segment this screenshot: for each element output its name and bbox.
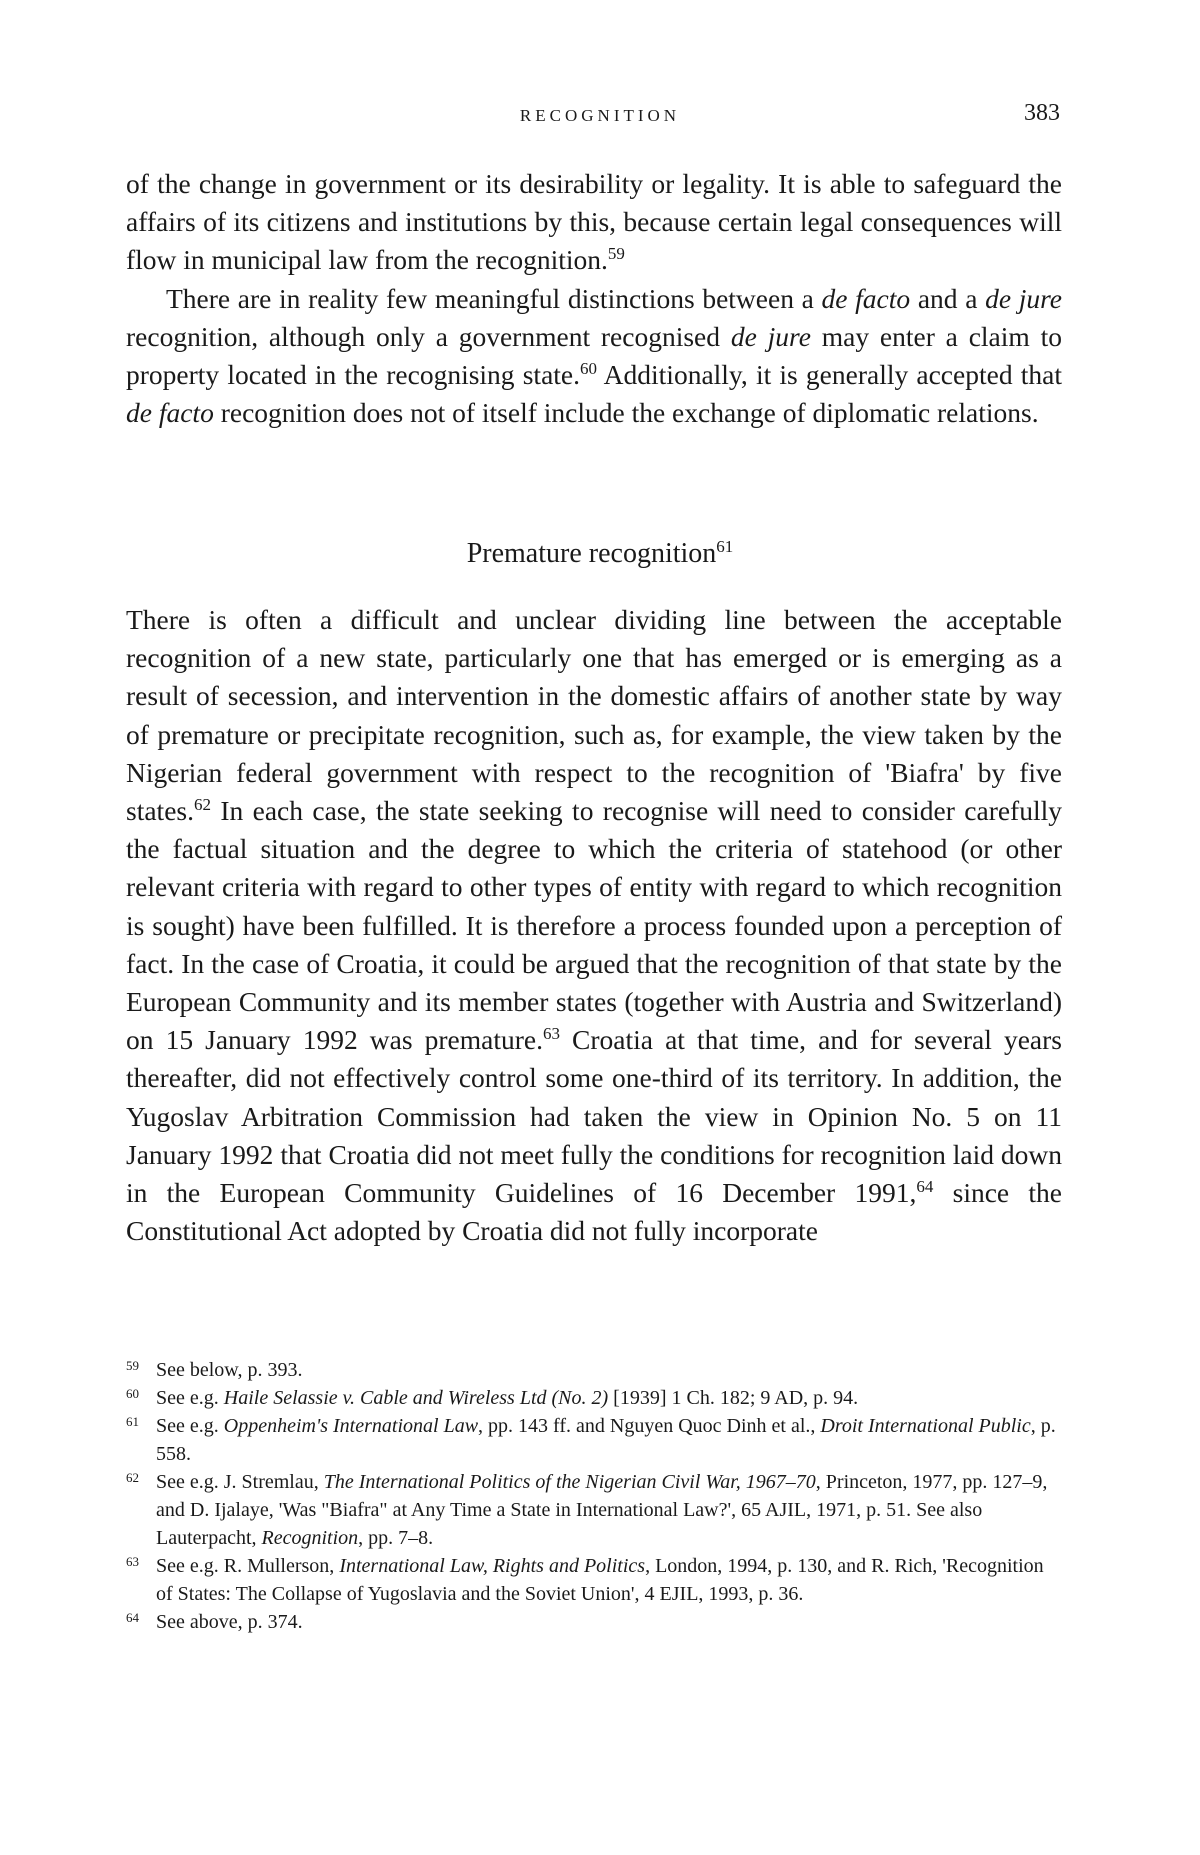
footnote-text: , London, 1994, p. 130, and R. Rich, 'Recognition of States: The Collapse of Yugoslavia and the Soviet Union', 4 EJIL, 1993, p. 36. (156, 1555, 1044, 1605)
italic-term: de jure (730, 320, 811, 352)
italic-term: de facto (821, 282, 911, 314)
footnote-ref-64[interactable]: 64 (916, 1177, 934, 1197)
footnote-ref-61[interactable]: 61 (716, 537, 734, 556)
paragraph-continued (126, 165, 1062, 280)
footnote-text: See e.g. R. Mullerson, (156, 1555, 340, 1577)
italic-term: de facto (126, 397, 214, 429)
page-number: 383 (1024, 100, 1060, 126)
footnote-number: 60 (126, 1386, 139, 1401)
footnote-ref-63[interactable]: 63 (542, 1024, 560, 1044)
footnote-ref-60[interactable]: 60 (580, 359, 597, 379)
paragraph-de-facto-de-jure (126, 280, 1062, 433)
footnote-63 (126, 1552, 1062, 1608)
section-heading (0, 538, 1200, 570)
text-run: In each case, the state seeking to recognise will need to consider carefully the factual situation and the degree to which the criteria of statehood (or other relevant criteria with regard to other types of entity with regard to which recognition is sought) have been fulfilled. It is therefore a process founded upon a perception of fact. In the case of Croatia, it could be argued that the recognition of that state by the European Community and its member states (together with Austria and Switzerland) on 15 January 1992 was premature. (126, 795, 1062, 1056)
paragraph-premature-recognition (126, 601, 1062, 1250)
footnote-59 (126, 1356, 1062, 1384)
footnote-text: See e.g. J. Stremlau, (156, 1471, 324, 1493)
footnote-text: See e.g. (156, 1387, 224, 1409)
heading-text: Premature recognition (466, 538, 717, 569)
work-title: Droit International Public (820, 1415, 1031, 1437)
footnote-text: See below, p. 393. (156, 1359, 303, 1381)
footnote-ref-59[interactable]: 59 (607, 244, 625, 264)
work-title: Recognition (261, 1527, 359, 1549)
footnote-number: 63 (126, 1554, 139, 1569)
running-title: RECOGNITION (519, 106, 681, 125)
footnote-64 (126, 1608, 1062, 1636)
footnote-number: 61 (126, 1414, 139, 1429)
text-run: since the Constitutional Act adopted by Croatia did not fully incorporate (126, 1177, 1062, 1247)
footnote-62 (126, 1468, 1062, 1552)
footnotes (126, 1356, 1062, 1636)
italic-term: de jure (985, 282, 1063, 314)
footnote-number: 59 (126, 1358, 139, 1373)
work-title: International Law, Rights and Politics (339, 1555, 646, 1577)
text-run: recognition, although only a government recognised (126, 320, 731, 352)
footnote-text: See e.g. (156, 1415, 224, 1437)
text-run: Croatia at that time, and for several years thereafter, did not effectively control some one-third of its territory. In addition, the Yugoslav Arbitration Commission had taken the view in Opinion No. 5 on 11 January 1992 that Croatia did not meet fully the conditions for recognition laid down in the European Community Guidelines of 16 December 1991, (126, 1024, 1062, 1209)
footnote-number: 62 (126, 1470, 139, 1485)
footnote-text: , p. 558. (156, 1415, 1056, 1465)
footnote-ref-62[interactable]: 62 (193, 795, 211, 815)
case-name: Haile Selassie v. Cable and Wireless Ltd (No. 2) (223, 1387, 609, 1409)
footnote-text: [1939] 1 Ch. 182; 9 AD, p. 94. (608, 1387, 859, 1409)
text-run: Additionally, it is generally accepted that (597, 359, 1062, 391)
footnote-61 (126, 1412, 1062, 1468)
footnote-text: , Princeton, 1977, pp. 127–9, and D. Ijalaye, 'Was "Biafra" at Any Time a State in International Law?', 65 AJIL, 1971, p. 51. See also Lauterpacht, (156, 1471, 1048, 1549)
text-run: recognition does not of itself include the exchange of diplomatic relations. (213, 397, 1039, 429)
footnote-number: 64 (126, 1610, 139, 1625)
footnote-text: , pp. 143 ff. and Nguyen Quoc Dinh et al., (478, 1415, 821, 1437)
body-text-main (126, 601, 1062, 1250)
footnote-text: See above, p. 374. (156, 1611, 303, 1633)
running-head (0, 100, 1200, 130)
text-run: may enter a claim to property located in the recognising state. (126, 320, 1062, 391)
text-run: and a (910, 282, 986, 314)
paragraph-text: of the change in government or its desirability or legality. It is able to safeguard the affairs of its citizens and institutions by this, because certain legal consequences will flow in municipal law from the recognition. (126, 168, 1062, 276)
work-title: The International Politics of the Nigerian Civil War, 1967–70 (323, 1471, 816, 1493)
text-run: There are in reality few meaningful distinctions between a (166, 282, 822, 314)
footnote-60 (126, 1384, 1062, 1412)
footnote-text: , pp. 7–8. (358, 1527, 434, 1549)
text-run: There is often a difficult and unclear dividing line between the acceptable recognition of a new state, particularly one that has emerged or is emerging as a result of secession, and intervention in the domestic affairs of another state by way of premature or precipitate recognition, such as, for example, the view taken by the Nigerian federal government with respect to the recognition of 'Biafra' by five states. (126, 604, 1062, 827)
work-title: Oppenheim's International Law (223, 1415, 479, 1437)
body-text-top (126, 165, 1062, 432)
